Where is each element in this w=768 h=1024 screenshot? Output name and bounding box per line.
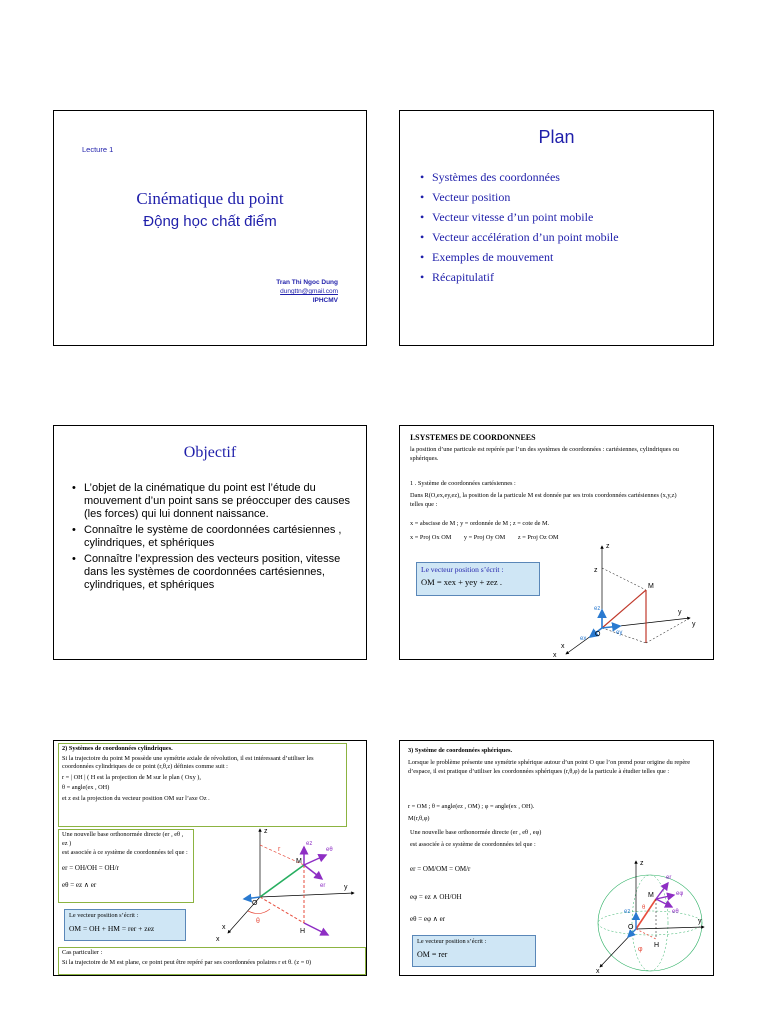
guide-line bbox=[602, 628, 646, 643]
er-vector-h bbox=[304, 923, 328, 935]
ex-label: ex bbox=[580, 636, 587, 642]
x-prime-label: x bbox=[553, 652, 557, 658]
m-label: M bbox=[296, 858, 302, 865]
sphere-equator bbox=[598, 911, 702, 935]
cartesian-def: Dans R(O,ex,ey,ez), la position de la particule M est donnée par ses trois coordonnées cartésiennes (x,y,z) telles que : bbox=[410, 492, 677, 508]
o-label: O bbox=[595, 631, 601, 638]
guide-line bbox=[646, 618, 690, 643]
plan-item: • Exemples de mouvement bbox=[420, 247, 710, 267]
plan-item: • Vecteur accélération d’un point mobile bbox=[420, 227, 710, 247]
box-title: Le vecteur position s’écrit : bbox=[421, 565, 504, 574]
plan-item: • Récapitulatif bbox=[420, 267, 710, 287]
spherical-diagram bbox=[592, 857, 714, 975]
oh-line bbox=[636, 929, 656, 939]
slide-plan bbox=[399, 110, 714, 346]
theta-definition: θ = angle(ex , OH) bbox=[62, 784, 110, 791]
h-label: H bbox=[654, 942, 660, 949]
special-case-box bbox=[58, 947, 366, 975]
section-heading: 2) Systèmes de coordonnées cylindriques. bbox=[62, 745, 173, 752]
ex-vector bbox=[244, 897, 260, 899]
z-definition: et z est la projection du vecteur position OM sur l’axe Oz . bbox=[62, 794, 210, 802]
x-prime-label: x bbox=[216, 936, 220, 943]
position-vector-box bbox=[412, 935, 536, 967]
etheta-equation: eθ = eφ ∧ er bbox=[410, 915, 446, 923]
er-label: er bbox=[320, 883, 326, 889]
position-vector-box bbox=[64, 909, 186, 941]
y-axis bbox=[636, 927, 704, 929]
basis-box bbox=[58, 829, 194, 903]
slide-spherical bbox=[399, 740, 714, 976]
cylindrical-intro: Si la trajectoire du point M possède une symétrie axiale de révolution, il est intéressant d’utiliser les coordonnées cylindriques de ce point (r,θ,z) définies comme suit : bbox=[62, 754, 314, 770]
theta-arc bbox=[248, 909, 270, 914]
om-vector bbox=[260, 865, 304, 897]
o-label: O bbox=[252, 900, 258, 907]
m-label: M bbox=[648, 892, 654, 899]
special-case-title: Cas particulier : bbox=[62, 949, 103, 956]
spherical-intro: Lorsque le problème présente une symétrie sphérique autour d’un point O que l’on prend pour origine du repère d’espace, il est pratique d’utiliser les coordonnées sphériques (r,θ,φ) de la particule à étudier telles que : bbox=[408, 759, 691, 775]
oh-line bbox=[260, 897, 304, 923]
plan-item: • Vecteur vitesse d’un point mobile bbox=[420, 207, 710, 227]
basis-line-2: est associée à ce système de coordonnées tel que : bbox=[410, 841, 536, 848]
y-label: y bbox=[344, 884, 348, 891]
title-french: Cinématique du point bbox=[136, 189, 284, 208]
section-heading: I.SYSTEMES DE COORDONNEES bbox=[410, 433, 536, 442]
ez-label: ez bbox=[594, 606, 601, 612]
ez-label: ez bbox=[624, 909, 631, 915]
ephi-equation: eφ = ez ∧ OH/OH bbox=[410, 893, 462, 901]
er-equation: er = OH/OH = OH/r bbox=[62, 863, 119, 872]
z-label: z bbox=[264, 828, 268, 835]
m-label: M bbox=[648, 583, 654, 590]
er-vector bbox=[304, 865, 322, 879]
projections: x = Proj Ox OM y = Proj Oy OM z = Proj Oz OM bbox=[410, 534, 559, 541]
ephi-label: eφ bbox=[676, 891, 684, 897]
slide-objectif bbox=[53, 425, 367, 660]
z-prime-label: z bbox=[594, 567, 598, 574]
y-prime-label: y bbox=[692, 621, 696, 628]
y-axis bbox=[260, 893, 354, 897]
objectif-list bbox=[72, 482, 356, 592]
cylindrical-diagram bbox=[204, 825, 364, 945]
cylindrical-intro-box bbox=[58, 743, 347, 827]
box-title: Le vecteur position s’écrit : bbox=[417, 938, 487, 945]
x-label: x bbox=[561, 643, 565, 650]
y-label: y bbox=[678, 609, 682, 616]
r-label: r bbox=[278, 846, 281, 853]
author-org: IPHCMV bbox=[312, 297, 338, 304]
author-name: Tran Thi Ngoc Dung bbox=[276, 279, 338, 286]
m-coordinates: M(r,θ,φ) bbox=[408, 815, 430, 822]
ey-label: ey bbox=[616, 630, 623, 636]
spherical-definitions: r = OM ; θ = angle(ez , OM) ; φ = angle(ex , OH). bbox=[408, 803, 535, 810]
intro-text: la position d’une particule est repérée par l’un des systèmes de coordonnées : cartésiennes, cylindriques ou sphériques. bbox=[410, 446, 679, 462]
etheta-vector bbox=[304, 855, 326, 865]
etheta-vector bbox=[656, 899, 672, 907]
theta-label: θ bbox=[642, 905, 646, 911]
plan-list bbox=[420, 167, 710, 287]
om-vector bbox=[636, 899, 656, 929]
special-case-text: Si la trajectoire de M est plane, ce point peut être repéré par ses coordonnées polaires r et θ. (z = 0) bbox=[62, 958, 312, 966]
etheta-equation: eθ = ez ∧ er bbox=[62, 880, 97, 889]
box-equation: OM = rer bbox=[417, 949, 448, 959]
o-label: O bbox=[628, 924, 634, 931]
objectif-item: • L’objet de la cinématique du point est l’étude du mouvement d’un point sans se préoccuper des causes (les forces) qui lui donnent naissance. bbox=[72, 482, 356, 521]
box-equation: OM = OH + HM = rer + zez bbox=[69, 923, 155, 933]
y-label: y bbox=[698, 918, 702, 925]
box-equation: OM = xex + yey + zez . bbox=[421, 577, 502, 587]
lecture-label: Lecture 1 bbox=[82, 145, 114, 154]
basis-line-1: Une nouvelle base orthonormée directe (er , eθ , ez ) bbox=[62, 831, 184, 847]
objectif-item: • Connaître l’expression des vecteurs position, vitesse dans les systèmes de coordonnées cartésiennes, cylindriques, et sphériques bbox=[72, 553, 356, 592]
section-heading: 3) Système de coordonnées sphériques. bbox=[408, 747, 513, 754]
om-vector bbox=[602, 590, 646, 628]
coordinate-names: x = abscisse de M ; y = ordonnée de M ; z = cote de M. bbox=[410, 520, 550, 527]
z-label: z bbox=[640, 860, 644, 867]
basis-line-2: est associée à ce système de coordonnées tel que : bbox=[62, 849, 188, 856]
sphere-outline bbox=[598, 875, 702, 971]
cartesian-diagram bbox=[550, 538, 710, 658]
guide-line bbox=[602, 568, 646, 590]
slide-cartesian bbox=[399, 425, 714, 660]
position-vector-box bbox=[416, 562, 540, 596]
phi-label: φ bbox=[638, 946, 643, 953]
x-label: x bbox=[596, 968, 600, 975]
etheta-label: eθ bbox=[672, 909, 679, 915]
slide-cylindrical bbox=[53, 740, 367, 976]
subsection-title: 1 . Système de coordonnées cartésiennes : bbox=[410, 480, 516, 487]
title-vietnamese: Động học chất điểm bbox=[143, 213, 277, 230]
er-label: er bbox=[666, 875, 672, 881]
ez-label: ez bbox=[306, 841, 313, 847]
author-email-link[interactable]: dungttn@gmail.com bbox=[280, 288, 338, 295]
objectif-title: Objectif bbox=[183, 444, 237, 461]
plan-title: Plan bbox=[538, 127, 575, 147]
er-equation: er = OM/OM = OM/r bbox=[410, 865, 471, 873]
plan-item: • Systèmes des coordonnées bbox=[420, 167, 710, 187]
basis-line-1: Une nouvelle base orthonormée directe (er , eθ , eφ) bbox=[410, 829, 542, 836]
theta-label: θ bbox=[256, 918, 260, 925]
r-definition: r = | OH | ( H est la projection de M sur le plan ( Oxy ), bbox=[62, 773, 201, 781]
objectif-item: • Connaître le système de coordonnées cartésiennes , cylindriques, et sphériques bbox=[72, 524, 356, 550]
h-label: H bbox=[300, 928, 306, 935]
x-label: x bbox=[222, 924, 226, 931]
etheta-label: eθ bbox=[326, 847, 333, 853]
plan-item: • Vecteur position bbox=[420, 187, 710, 207]
z-label: z bbox=[606, 543, 610, 550]
box-title: Le vecteur position s’écrit : bbox=[69, 912, 139, 919]
slide-title bbox=[53, 110, 367, 346]
